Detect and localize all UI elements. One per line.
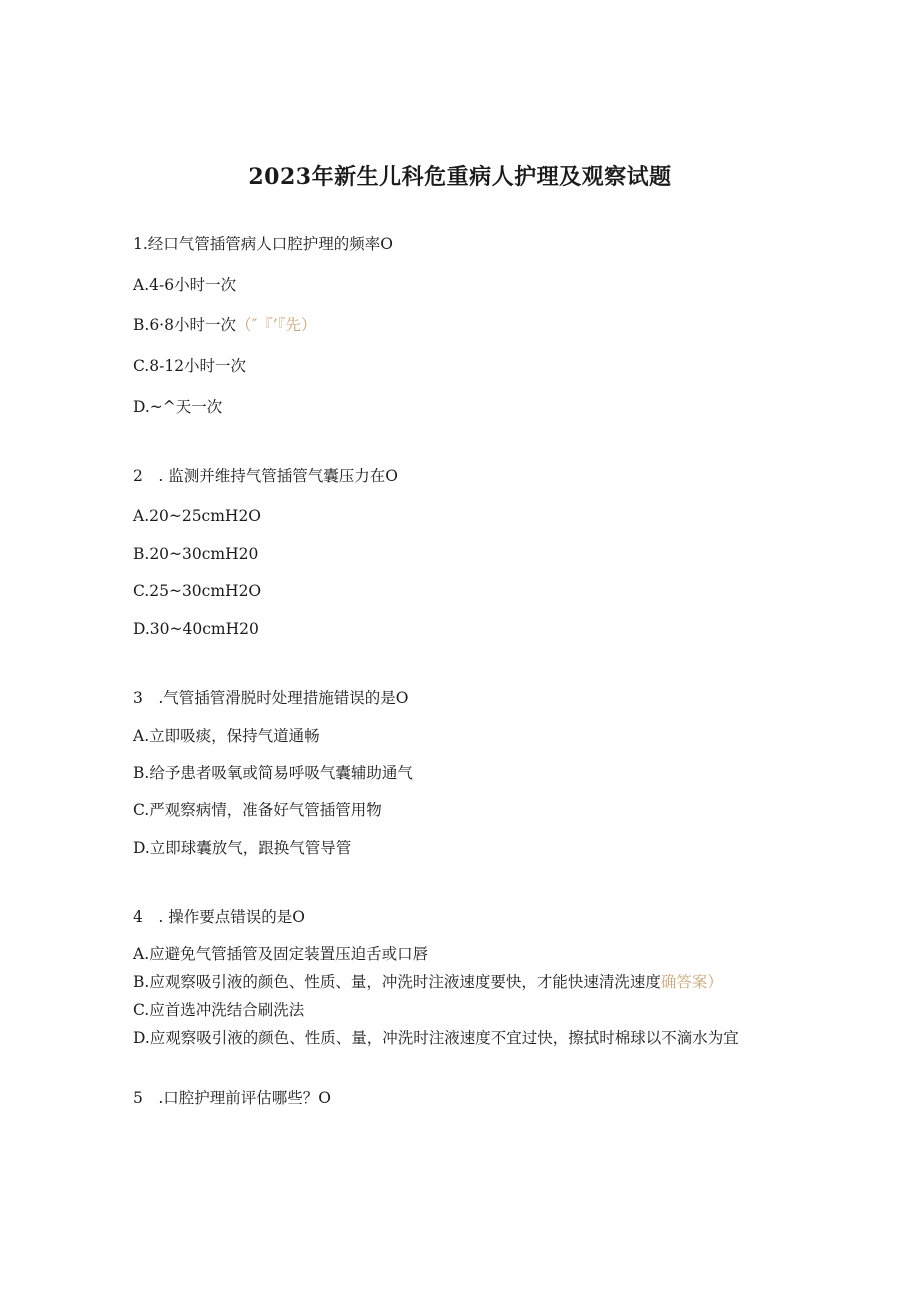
question-5-stem: 5 .口腔护理前评估哪些？O [133,1089,331,1107]
question-1-option-b-hint: （″『’『先） [235,316,317,334]
question-4-option-d: D.应观察吸引液的颜色、性质、量，冲洗时注液速度不宜过快，擦拭时棉球以不滴水为宜 [133,1029,739,1047]
question-3-option-c: C.严观察病情，准备好气管插管用物 [133,801,382,819]
question-1-option-c: C.8-12小时一次 [133,357,247,375]
question-4-option-c: C.应首选冲洗结合刷洗法 [133,1001,305,1019]
question-3-stem: 3 .气管插管滑脱时处理措施错误的是O [133,689,409,707]
question-3-option-a: A.立即吸痰，保持气道通畅 [133,727,320,745]
question-4-option-b-text: B.应观察吸引液的颜色、性质、量，冲洗时注液速度要快，才能快速清洗速度 [133,973,661,991]
question-1-option-a: A.4-6小时一次 [133,276,237,294]
question-1-option-b [133,314,316,336]
question-1-option-b-text: B.6·8小时一次 [133,316,236,334]
question-1-stem: 1.经口气管插管病人口腔护理的频率O [133,235,393,253]
page-title: 2023年新生儿科危重病人护理及观察试题 [248,164,672,190]
question-2-option-d: D.30~40cmH20 [133,620,259,638]
question-2-option-b: B.20~30cmH20 [133,545,259,563]
question-2-option-c: C.25~30cmH2O [133,582,262,600]
question-2-stem: 2 . 监测并维持气管插管气囊压力在O [133,467,398,485]
question-3-option-b: B.给予患者吸氧或简易呼吸气囊辅助通气 [133,764,413,782]
question-3-option-d: D.立即球囊放气，跟换气管导管 [133,839,352,857]
question-2-option-a: A.20~25cmH2O [133,507,262,525]
question-1-option-d: D.~^天一次 [133,398,223,416]
question-4-option-a: A.应避免气管插管及固定装置压迫舌或口唇 [133,945,429,963]
question-4-stem: 4 . 操作要点错误的是O [133,908,305,926]
question-4-option-b-hint: 确答案） [660,973,723,991]
question-4-option-b [133,971,723,993]
